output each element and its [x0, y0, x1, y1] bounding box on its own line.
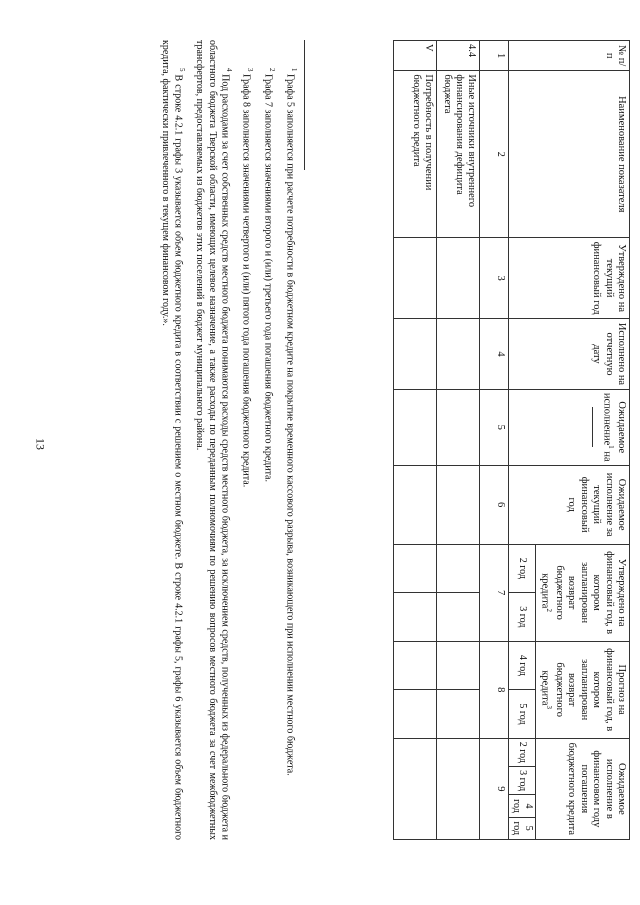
header-expected-execution-current-year: Ожидаемое исполнение за текущий финансовый год: [509, 465, 630, 544]
footnote: [261, 40, 276, 840]
column-number: 7: [480, 544, 509, 641]
table-cell: [437, 319, 480, 390]
header-approved-repayment-year: [535, 544, 629, 641]
header-approved-current-year: Утверждено на текущий финансовый год: [509, 238, 630, 319]
table-cell: [394, 738, 437, 839]
table-cell: [437, 544, 480, 593]
column-number-row: [480, 41, 509, 840]
table-cell: [394, 641, 437, 690]
table-row: [437, 41, 480, 840]
table-cell: [437, 738, 480, 839]
header-expected-execution-on: [509, 389, 630, 465]
footnote-mark: 3: [246, 68, 255, 72]
table-cell: [394, 544, 437, 593]
footnote-text: Графа 7 заполняется значениями второго и (или) третьего года погашения бюджетного кредита.: [262, 74, 274, 482]
column-number: 6: [480, 465, 509, 544]
column-number: 3: [480, 238, 509, 319]
subheader-year: 3 год: [509, 593, 536, 642]
table-cell: [394, 593, 437, 642]
column-number: 8: [480, 641, 509, 738]
footnotes: [151, 40, 305, 840]
header-executed-reporting-date: Исполнено на отчетную дату: [509, 319, 630, 390]
budget-credit-table: [393, 40, 630, 840]
header-expected-execution-suffix: на: [601, 451, 613, 462]
header-forecast-repayment-year: [535, 641, 629, 738]
footnote: [158, 40, 185, 840]
blank-date-line: [592, 407, 594, 447]
column-number: 2: [480, 71, 509, 238]
header-expected-execution-text: Ожидаемое исполнение: [601, 392, 627, 454]
table-cell: [437, 593, 480, 642]
table-cell: [437, 238, 480, 319]
table-row: [394, 41, 437, 840]
footnote-text: В строке 4.2.1 графы 3 указывается объем бюджетного кредита в соответствии с решением о местном бюджете. В строке 4.2.1 графы 5, графы 6 указывается объем бюджетного кредита, фактически привлеченного в текущем финансовом году.».: [159, 40, 184, 840]
row-number: V: [394, 41, 437, 71]
subheader-year: 2 год: [509, 544, 536, 593]
subheader-year: 4 год: [509, 641, 536, 690]
header-forecast-repayment-text: Прогноз на финансовый год, в котором запланирован возврат бюджетного кредита: [539, 648, 627, 732]
subheader-year: 4 год: [509, 795, 536, 817]
header-approved-repayment-text: Утверждено на финансовый год, в котором запланирован возврат бюджетного кредита: [539, 551, 627, 635]
table-cell: [394, 465, 437, 544]
subheader-year: 3 год: [509, 767, 536, 795]
subheader-year: 2 год: [509, 738, 536, 766]
subheader-year: 5 год: [509, 817, 536, 839]
footnote-mark: 1: [290, 68, 298, 72]
table-cell: [394, 690, 437, 739]
footnote-ref: 1: [606, 445, 615, 449]
footnote-mark: 2: [268, 68, 277, 72]
footnote-ref: 2: [544, 608, 553, 612]
footnote-mark: 4: [224, 68, 233, 72]
column-number: 9: [480, 738, 509, 839]
rotated-page-content: [90, 40, 630, 840]
footnote-text: Графа 8 заполняется значениями четвертого и (или) пятого года погашения бюджетного кредита.: [241, 74, 253, 488]
footnote: [240, 40, 255, 840]
footnote-mark: 5: [177, 68, 186, 72]
table-cell: [437, 641, 480, 690]
page-number: 13: [33, 438, 48, 450]
footnote-text: Под расходами за счет собственных средств местного бюджета понимаются расходы средств местного бюджета, за исключением средств, полученных из федерального бюджета и областного бюджета Тверской области, имеющих целевое назначение, а также расходы по переданным полномочиям по решению вопросов местного бюджета за счет межбюджетных трансфертов, предоставляемых из бюджетов этих поселений в бюджет муниципального района.: [194, 40, 231, 840]
subheader-year: 5 год: [509, 690, 536, 739]
column-number: 1: [480, 41, 509, 71]
header-expected-execution-repayment-year: Ожидаемое исполнение в финансовом году погашения бюджетного кредита: [535, 738, 629, 839]
footnote-divider: [304, 40, 305, 170]
row-name: Потребность в получении бюджетного кредита: [394, 71, 437, 238]
header-indicator-name: Наименование показателя: [509, 71, 630, 238]
table-cell: [394, 319, 437, 390]
table-cell: [394, 389, 437, 465]
table-cell: [437, 690, 480, 739]
row-name: Иные источники внутреннего финансирования дефицита бюджета: [437, 71, 480, 238]
column-number: 4: [480, 319, 509, 390]
header-num: № п/п: [509, 41, 630, 71]
table-cell: [394, 238, 437, 319]
header-row: [535, 41, 629, 840]
footnote-ref: 3: [544, 705, 553, 710]
column-number: 5: [480, 389, 509, 465]
row-number: 4.4: [437, 41, 480, 71]
footnote: [283, 40, 298, 840]
table-cell: [437, 465, 480, 544]
footnote-text: Графа 5 заполняется при расчете потребности в бюджетном кредите на покрытие временного кассового разрыва, возникающего при исполнении местного бюджета.: [284, 74, 296, 776]
footnote: [193, 40, 233, 840]
table-cell: [437, 389, 480, 465]
